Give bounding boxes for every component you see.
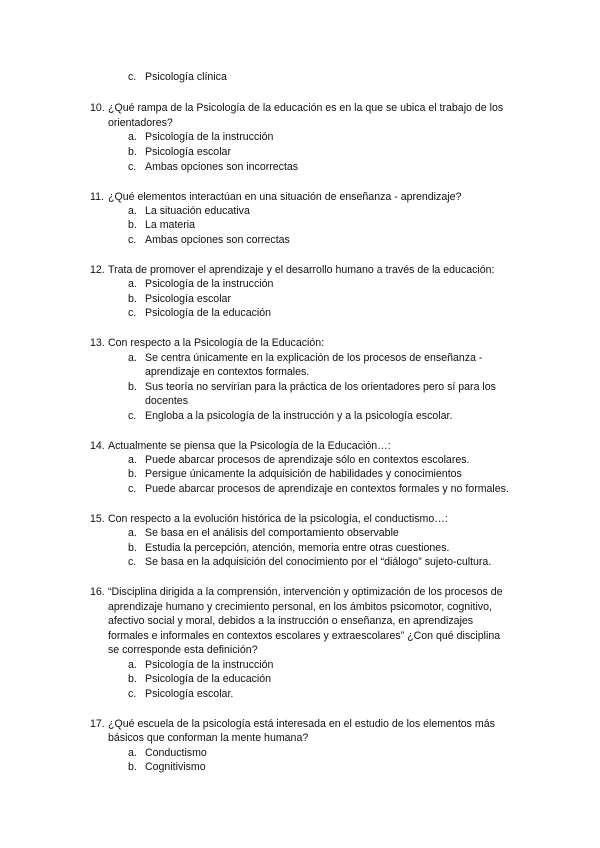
option-letter: a. <box>128 747 137 759</box>
question-text: formales e informales en contextos escolares y extraescolares” ¿Con qué disciplina <box>108 630 501 642</box>
question-text: ¿Qué elementos interactúan en una situación de enseñanza - aprendizaje? <box>108 191 462 203</box>
option-letter: a. <box>128 454 137 466</box>
question-line <box>0 263 600 278</box>
answer-option <box>0 292 600 307</box>
answer-option <box>0 482 600 497</box>
question-number: 15. <box>90 513 105 525</box>
question-line <box>0 585 600 600</box>
answer-option <box>0 453 600 468</box>
question-number: 12. <box>90 264 105 276</box>
option-letter: a. <box>128 131 137 143</box>
option-text: Psicología de la educación <box>145 673 272 685</box>
option-text: Ambas opciones son correctas <box>145 234 290 246</box>
option-text: Sus teoría no servirían para la práctica de los orientadores pero sí para los <box>145 381 496 393</box>
option-letter: b. <box>128 761 137 773</box>
option-text: Psicología clínica <box>145 71 227 83</box>
option-letter: c. <box>128 307 137 319</box>
option-letter: b. <box>128 673 137 685</box>
question-line <box>0 190 600 205</box>
option-letter: b. <box>128 381 137 393</box>
option-text: Psicología de la instrucción <box>145 131 274 143</box>
question-number: 10. <box>90 102 105 114</box>
question-number: 16. <box>90 586 105 598</box>
option-text: docentes <box>145 395 188 407</box>
answer-option <box>0 70 600 85</box>
answer-option <box>0 218 600 233</box>
answer-option <box>0 204 600 219</box>
option-letter: a. <box>128 527 137 539</box>
answer-option <box>0 555 600 570</box>
option-letter: a. <box>128 278 137 290</box>
question-text: ¿Qué rampa de la Psicología de la educación es en la que se ubica el trabajo de los <box>108 102 504 114</box>
question-line <box>0 512 600 527</box>
option-letter: b. <box>128 219 137 231</box>
question-number: 11. <box>90 191 104 203</box>
question-line <box>0 101 600 116</box>
option-text: La situación educativa <box>145 205 250 217</box>
option-text: Psicología de la instrucción <box>145 278 274 290</box>
question-line <box>0 336 600 351</box>
option-letter: c. <box>128 161 137 173</box>
question-text: Actualmente se piensa que la Psicología de la Educación…: <box>108 440 391 452</box>
question-line <box>0 717 600 732</box>
answer-option-continuation <box>0 365 600 380</box>
option-text: Estudia la percepción, atención, memoria entre otras cuestiones. <box>145 542 450 554</box>
question-text-continuation <box>0 614 600 629</box>
option-letter: b. <box>128 542 137 554</box>
question-text: básicos que conforman la mente humana? <box>108 732 309 744</box>
option-text: Ambas opciones son incorrectas <box>145 161 299 173</box>
question-text: Trata de promover el aprendizaje y el desarrollo humano a través de la educación: <box>108 264 495 276</box>
question-text: Con respecto a la Psicología de la Educación: <box>108 337 325 349</box>
question-text: Con respecto a la evolución histórica de la psicología, el conductismo…: <box>108 513 448 525</box>
option-text: Conductismo <box>145 747 207 759</box>
option-letter: b. <box>128 146 137 158</box>
answer-option <box>0 233 600 248</box>
question-text: orientadores? <box>108 117 173 129</box>
answer-option <box>0 760 600 775</box>
question-number: 14. <box>90 440 105 452</box>
option-text: aprendizaje en contextos formales. <box>145 366 310 378</box>
question-text-continuation <box>0 600 600 615</box>
question-line <box>0 439 600 454</box>
option-text: La materia <box>145 219 196 231</box>
option-text: Psicología de la instrucción <box>145 659 274 671</box>
answer-option <box>0 145 600 160</box>
option-text: Psicología escolar. <box>145 688 234 700</box>
option-letter: c. <box>128 71 137 83</box>
answer-option <box>0 687 600 702</box>
answer-option-continuation <box>0 394 600 409</box>
option-letter: c. <box>128 234 137 246</box>
option-text: Puede abarcar procesos de aprendizaje en contextos formales y no formales. <box>145 483 509 495</box>
answer-option <box>0 526 600 541</box>
option-letter: a. <box>128 352 137 364</box>
option-text: Cognitivismo <box>145 761 206 773</box>
answer-option <box>0 277 600 292</box>
option-letter: b. <box>128 468 137 480</box>
answer-option <box>0 160 600 175</box>
option-text: Psicología escolar <box>145 293 231 305</box>
answer-option <box>0 351 600 366</box>
option-letter: b. <box>128 293 137 305</box>
option-text: Engloba a la psicología de la instrucción y a la psicología escolar. <box>145 410 453 422</box>
question-text: se corresponde esta definición? <box>108 644 258 656</box>
option-text: Psicología de la educación <box>145 307 272 319</box>
question-number: 13. <box>90 337 105 349</box>
option-letter: a. <box>128 205 137 217</box>
answer-option <box>0 746 600 761</box>
question-text: aprendizaje humano y crecimiento personal, en los ámbitos psicomotor, cognitivo, <box>108 601 492 613</box>
question-text: ¿Qué escuela de la psicología está interesada en el estudio de los elementos más <box>108 718 495 730</box>
question-text: afectivo social y moral, debidos a la instrucción o enseñanza, en aprendizajes <box>108 615 474 627</box>
option-text: Psicología escolar <box>145 146 231 158</box>
answer-option <box>0 672 600 687</box>
question-text: “Disciplina dirigida a la comprensión, intervención y optimización de los procesos de <box>108 586 503 598</box>
question-text-continuation <box>0 643 600 658</box>
option-text: Se basa en el análisis del comportamiento observable <box>145 527 399 539</box>
option-letter: c. <box>128 556 137 568</box>
question-text-continuation <box>0 629 600 644</box>
answer-option <box>0 409 600 424</box>
answer-option <box>0 467 600 482</box>
question-text-continuation <box>0 116 600 131</box>
answer-option <box>0 658 600 673</box>
option-text: Persigue únicamente la adquisición de habilidades y conocimientos <box>145 468 462 480</box>
option-letter: c. <box>128 410 137 422</box>
option-letter: a. <box>128 659 137 671</box>
option-text: Se basa en la adquisición del conocimiento por el “diálogo” sujeto-cultura. <box>145 556 492 568</box>
option-text: Puede abarcar procesos de aprendizaje sólo en contextos escolares. <box>145 454 470 466</box>
answer-option <box>0 541 600 556</box>
option-letter: c. <box>128 688 137 700</box>
answer-option <box>0 130 600 145</box>
question-text-continuation <box>0 731 600 746</box>
option-text: Se centra únicamente en la explicación de los procesos de enseñanza - <box>145 352 483 364</box>
question-number: 17. <box>90 718 105 730</box>
option-letter: c. <box>128 483 137 495</box>
answer-option <box>0 380 600 395</box>
answer-option <box>0 306 600 321</box>
